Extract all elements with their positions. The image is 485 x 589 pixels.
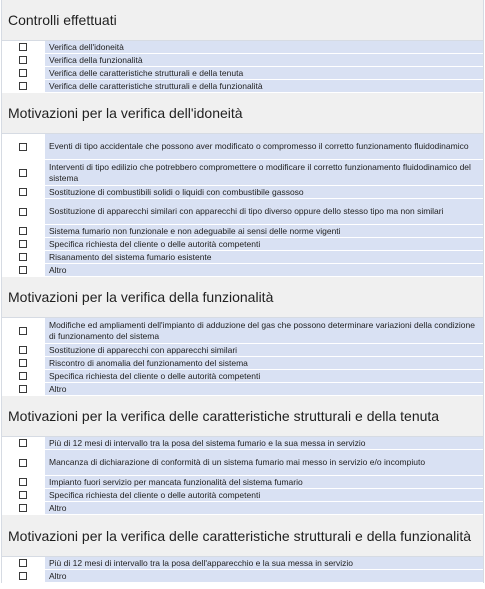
checkbox[interactable] [19, 227, 27, 235]
checkbox-label: Verifica delle caratteristiche strutturali e della tenuta [45, 67, 483, 79]
section-verifica-strutturali-funzionalita [1, 515, 484, 583]
section-title: Controlli effettuati [2, 0, 483, 41]
checkbox-row[interactable] [2, 476, 483, 489]
checkbox-label: Altro [45, 570, 483, 582]
checkbox[interactable] [19, 188, 27, 196]
checkbox-label: Modifiche ed ampliamenti dell'impianto di adduzione del gas che possono determinare variazioni della condizione di funzionamento del sistema [45, 318, 483, 343]
checkbox[interactable] [19, 56, 27, 64]
checkbox-row[interactable] [2, 502, 483, 515]
checkbox[interactable] [19, 266, 27, 274]
checkbox-cell[interactable] [2, 370, 45, 382]
checkbox-row[interactable] [2, 557, 483, 570]
checkbox-label: Specifica richiesta del cliente o delle autorità competenti [45, 489, 483, 501]
checkbox[interactable] [19, 559, 27, 567]
checkbox-row[interactable] [2, 186, 483, 199]
checkbox-label: Altro [45, 502, 483, 514]
checkbox-label: Verifica della funzionalità [45, 54, 483, 66]
checkbox-cell[interactable] [2, 357, 45, 369]
checkbox-cell[interactable] [2, 383, 45, 395]
checkbox[interactable] [19, 346, 27, 354]
checkbox-label: Mancanza di dichiarazione di conformità di un sistema fumario mai messo in servizio e/o incompiuto [45, 450, 483, 475]
checkbox-cell[interactable] [2, 476, 45, 488]
section-controlli-effettuati [1, 0, 484, 93]
checkbox-label: Sistema fumario non funzionale e non adeguabile ai sensi delle norme vigenti [45, 225, 483, 237]
checkbox-cell[interactable] [2, 264, 45, 276]
checkbox-cell[interactable] [2, 186, 45, 198]
checkbox-cell[interactable] [2, 238, 45, 250]
section-verifica-idoneita [1, 93, 484, 277]
checkbox-cell[interactable] [2, 437, 45, 449]
checkbox-cell[interactable] [2, 134, 45, 159]
checkbox-cell[interactable] [2, 251, 45, 263]
checkbox-label: Verifica dell'idoneità [45, 41, 483, 53]
checkbox-label: Eventi di tipo accidentale che possono aver modificato o compromesso il corretto funzionamento fluidodinamico [45, 134, 483, 159]
checkbox-label: Specifica richiesta del cliente o delle autorità competenti [45, 238, 483, 250]
checkbox-row[interactable] [2, 450, 483, 476]
checkbox-label: Sostituzione di apparecchi con apparecchi similari [45, 344, 483, 356]
checkbox-row[interactable] [2, 67, 483, 80]
checkbox[interactable] [19, 69, 27, 77]
checkbox[interactable] [19, 572, 27, 580]
checkbox[interactable] [19, 208, 27, 216]
checkbox-row[interactable] [2, 264, 483, 277]
checkbox-row[interactable] [2, 570, 483, 583]
checkbox-cell[interactable] [2, 344, 45, 356]
checkbox-row[interactable] [2, 383, 483, 396]
checkbox-cell[interactable] [2, 489, 45, 501]
checkbox[interactable] [19, 459, 27, 467]
section-title: Motivazioni per la verifica delle caratteristiche strutturali e della tenuta [2, 396, 483, 437]
checkbox-label: Altro [45, 264, 483, 276]
checkbox-label: Interventi di tipo edilizio che potrebbero compromettere o modificare il corretto funzionamento fluidodinamico del sistema [45, 160, 483, 185]
checkbox-cell[interactable] [2, 557, 45, 569]
checkbox-cell[interactable] [2, 450, 45, 475]
checkbox-cell[interactable] [2, 54, 45, 66]
checkbox-label: Altro [45, 383, 483, 395]
checkbox-row[interactable] [2, 370, 483, 383]
checkbox-label: Verifica delle caratteristiche strutturali e della funzionalità [45, 80, 483, 92]
checkbox-cell[interactable] [2, 570, 45, 582]
checkbox-label: Più di 12 mesi di intervallo tra la posa dell'apparecchio e la sua messa in servizio [45, 557, 483, 569]
section-title: Motivazioni per la verifica dell'idoneità [2, 93, 483, 134]
checkbox[interactable] [19, 504, 27, 512]
checkbox-row[interactable] [2, 357, 483, 370]
checkbox-label: Sostituzione di combustibili solidi o liquidi con combustibile gassoso [45, 186, 483, 198]
checkbox-label: Riscontro di anomalia del funzionamento del sistema [45, 357, 483, 369]
checkbox-row[interactable] [2, 225, 483, 238]
checkbox-cell[interactable] [2, 199, 45, 224]
checkbox[interactable] [19, 240, 27, 248]
checkbox-cell[interactable] [2, 225, 45, 237]
checkbox-row[interactable] [2, 344, 483, 357]
checkbox-row[interactable] [2, 238, 483, 251]
checkbox-row[interactable] [2, 318, 483, 344]
checkbox[interactable] [19, 439, 27, 447]
section-title: Motivazioni per la verifica della funzionalità [2, 277, 483, 318]
checkbox-row[interactable] [2, 251, 483, 264]
checkbox-row[interactable] [2, 437, 483, 450]
section-verifica-strutturali-tenuta [1, 396, 484, 515]
checkbox-label: Più di 12 mesi di intervallo tra la posa del sistema fumario e la sua messa in servizio [45, 437, 483, 449]
checkbox-label: Risanamento del sistema fumario esistente [45, 251, 483, 263]
verification-form [1, 0, 484, 583]
checkbox-cell[interactable] [2, 160, 45, 185]
checkbox-cell[interactable] [2, 80, 45, 92]
checkbox[interactable] [19, 478, 27, 486]
checkbox-cell[interactable] [2, 67, 45, 79]
checkbox-row[interactable] [2, 41, 483, 54]
checkbox[interactable] [19, 169, 27, 177]
checkbox-row[interactable] [2, 160, 483, 186]
checkbox[interactable] [19, 372, 27, 380]
checkbox-label: Impianto fuori servizio per mancata funzionalità del sistema fumario [45, 476, 483, 488]
checkbox-cell[interactable] [2, 41, 45, 53]
checkbox[interactable] [19, 491, 27, 499]
checkbox-row[interactable] [2, 80, 483, 93]
checkbox-label: Sostituzione di apparecchi similari con apparecchi di tipo diverso oppure dello stesso tipo ma non similari [45, 199, 483, 224]
checkbox-cell[interactable] [2, 502, 45, 514]
section-verifica-funzionalita [1, 277, 484, 396]
checkbox[interactable] [19, 359, 27, 367]
checkbox[interactable] [19, 82, 27, 90]
checkbox[interactable] [19, 327, 27, 335]
checkbox-cell[interactable] [2, 318, 45, 343]
checkbox-row[interactable] [2, 489, 483, 502]
checkbox[interactable] [19, 143, 27, 151]
checkbox[interactable] [19, 385, 27, 393]
checkbox-row[interactable] [2, 199, 483, 225]
checkbox-row[interactable] [2, 134, 483, 160]
checkbox-row[interactable] [2, 54, 483, 67]
checkbox[interactable] [19, 253, 27, 261]
section-title: Motivazioni per la verifica delle caratteristiche strutturali e della funzionalità [2, 515, 483, 557]
checkbox[interactable] [19, 43, 27, 51]
checkbox-label: Specifica richiesta del cliente o delle autorità competenti [45, 370, 483, 382]
